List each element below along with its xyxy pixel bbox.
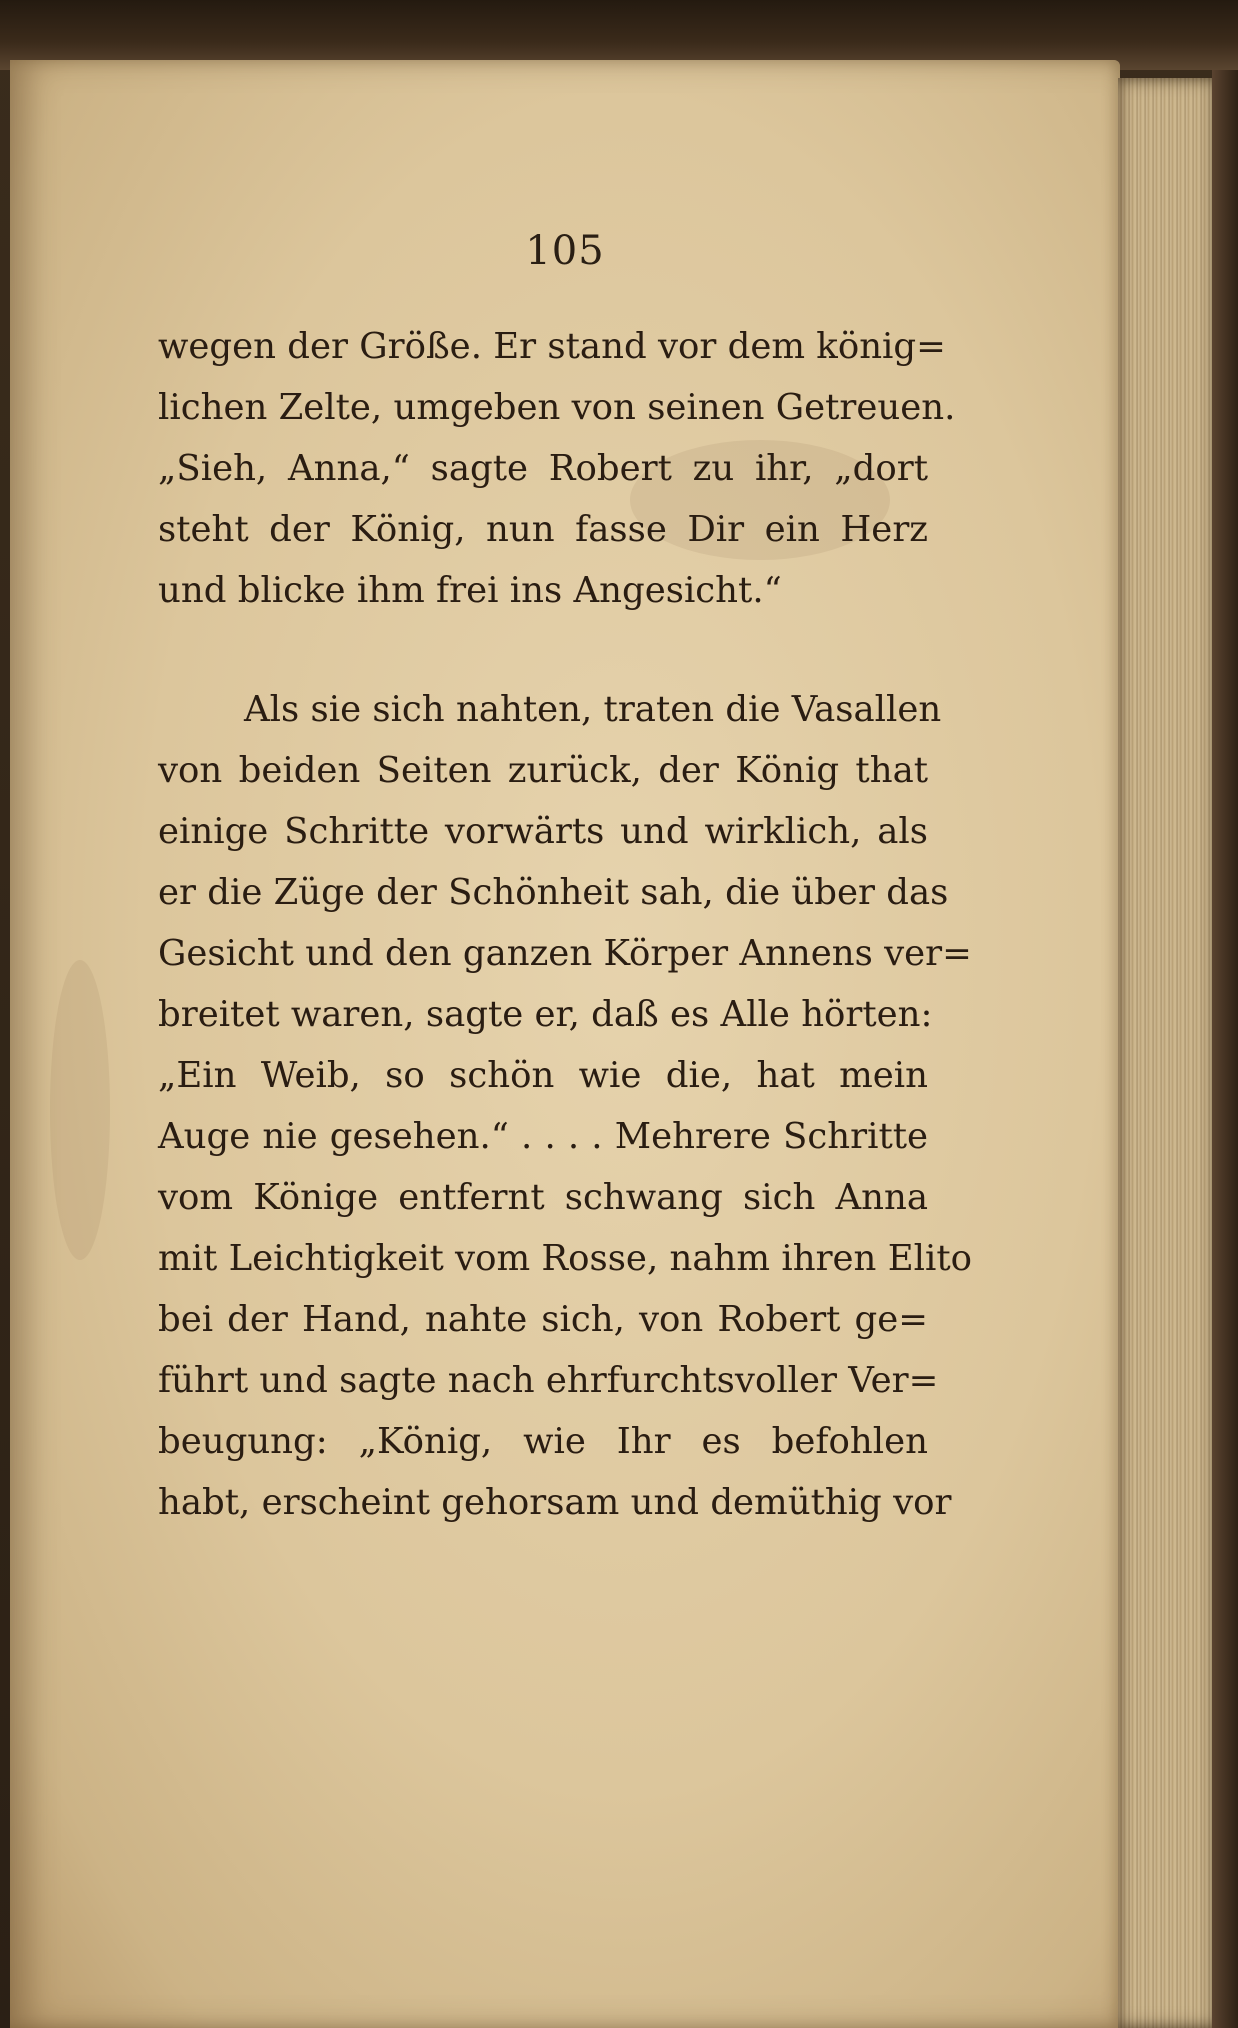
text-line: führt und sagte nach ehrfurchtsvoller Ver= (158, 1360, 939, 1401)
page-number: 105 (525, 228, 605, 274)
text-line: beugung: „König, wie Ihr es befohlen (158, 1421, 928, 1462)
text-line: habt, erscheint gehorsam und demüthig vor (158, 1482, 952, 1523)
text-line: steht der König, nun fasse Dir ein Herz (158, 509, 928, 550)
book-page (10, 60, 1120, 2028)
text-line: „Ein Weib, so schön wie die, hat mein (158, 1055, 928, 1096)
text-line: er die Züge der Schönheit sah, die über das (158, 872, 949, 913)
book-cover-side (1212, 70, 1238, 2028)
text-line: bei der Hand, nahte sich, von Robert ge= (158, 1299, 928, 1340)
paragraph-gap (158, 621, 928, 679)
text-line: breitet waren, sagte er, daß es Alle hörten: (158, 994, 933, 1035)
text-line: Als sie sich nahten, traten die Vasallen (244, 689, 942, 730)
paragraph-1 (158, 316, 956, 621)
text-line: Auge nie gesehen.“ . . . . Mehrere Schritte (158, 1116, 928, 1157)
page-stack-edge (1118, 78, 1226, 2028)
text-line: von beiden Seiten zurück, der König that (158, 750, 928, 791)
text-line: „Sieh, Anna,“ sagte Robert zu ihr, „dort (158, 448, 928, 489)
text-line: mit Leichtigkeit vom Rosse, nahm ihren Elito (158, 1238, 972, 1279)
text-line: einige Schritte vorwärts und wirklich, als (158, 811, 928, 852)
text-line: wegen der Größe. Er stand vor dem könig= (158, 326, 946, 367)
text-line: lichen Zelte, umgeben von seinen Getreuen. (158, 387, 956, 428)
text-line: vom Könige entfernt schwang sich Anna (158, 1177, 928, 1218)
paper-stain (50, 960, 110, 1260)
text-line: und blicke ihm frei ins Angesicht.“ (158, 570, 782, 611)
paragraph-2 (158, 679, 972, 1533)
text-line: Gesicht und den ganzen Körper Annens ver= (158, 933, 972, 974)
body-text (158, 316, 972, 1533)
